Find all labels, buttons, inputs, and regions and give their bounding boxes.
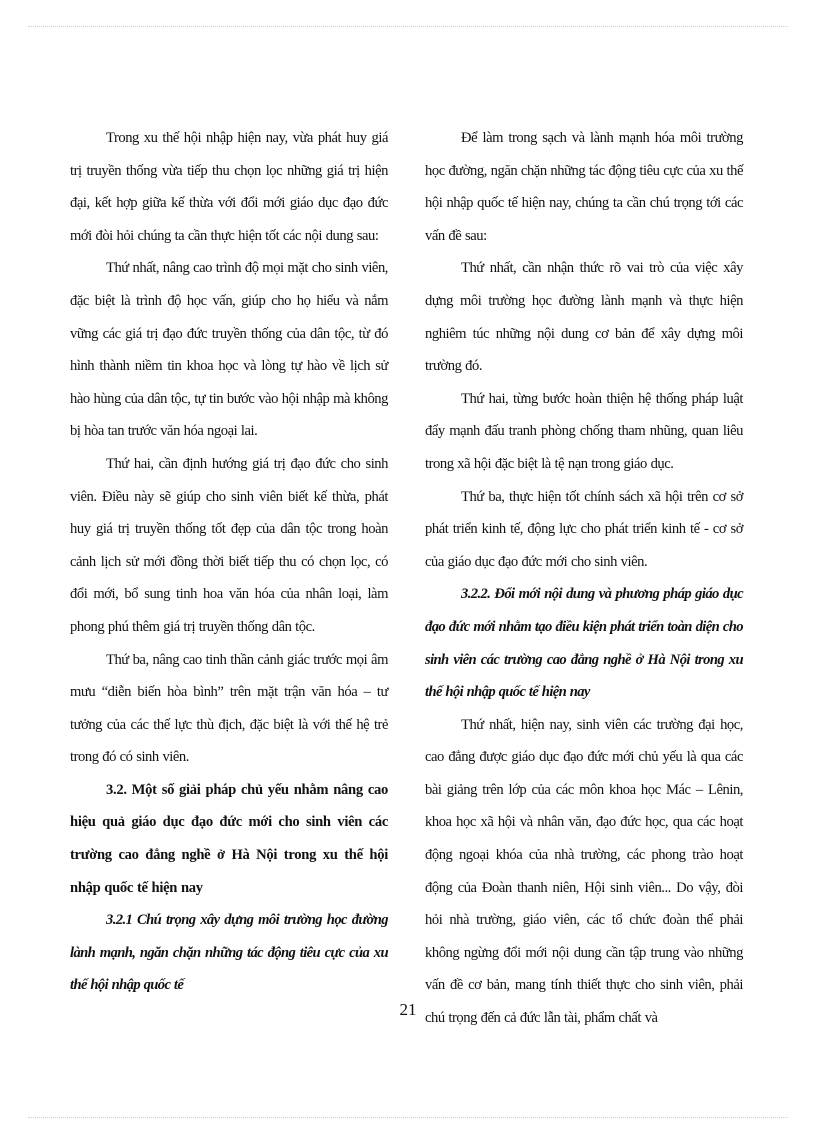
right-paragraph-3: Thứ hai, từng bước hoàn thiện hệ thống pháp luật đẩy mạnh đấu tranh phòng chống tham nhũng, quan liêu trong xã hội đặc biệt là tệ nạn trong giáo dục. (425, 390, 743, 472)
left-column (70, 122, 388, 1002)
page-number: 21 (399, 1000, 417, 1019)
right-paragraph-1: Để làm trong sạch và lành mạnh hóa môi trường học đường, ngăn chặn những tác động tiêu cực của xu thế hội nhập quốc tế hiện nay, chúng ta cần chú trọng tới các vấn đề sau: (425, 130, 743, 244)
section-heading-3-2: 3.2. Một số giải pháp chủ yếu nhằm nâng cao hiệu quả giáo dục đạo đức mới cho sinh viên các trường cao đẳng nghề ở Hà Nội trong xu thế hội nhập quốc tế hiện nay (70, 781, 388, 896)
right-paragraph-5: Thứ nhất, hiện nay, sinh viên các trường đại học, cao đẳng được giáo dục đạo đức mới chủ yếu là qua các bài giảng trên lớp của các môn khoa học Mác – Lênin, khoa học xã hội và nhân văn, đạo đức học, qua các hoạt động ngoại khóa của nhà trường, các phong trào hoạt động của Đoàn thanh niên, Hội sinh viên... Do vậy, đòi hỏi nhà trường, giáo viên, các tổ chức đoàn thể phải không ngừng đổi mới nội dung cần tập trung vào những vấn đề cơ bản, mang tính thiết thực cho sinh viên, phải chú trọng đến cả đức lẫn tài, phẩm chất và (425, 716, 743, 1027)
right-paragraph-2: Thứ nhất, cần nhận thức rõ vai trò của việc xây dựng môi trường học đường lành mạnh và thực hiện nghiêm túc những nội dung cơ bản để xây dựng môi trường đó. (425, 260, 743, 375)
left-paragraph-4: Thứ ba, nâng cao tinh thần cảnh giác trước mọi âm mưu “diễn biến hòa bình” trên mặt trận văn hóa – tư tưởng của các thế lực thù địch, đặc biệt là với thế hệ trẻ trong đó có sinh viên. (70, 651, 388, 766)
bottom-page-border (28, 1117, 788, 1118)
subsection-heading-3-2-1: 3.2.1 Chú trọng xây dựng môi trường học đường lành mạnh, ngăn chặn những tác động tiêu cực của xu thế hội nhập quốc tế (70, 912, 388, 994)
left-paragraph-1: Trong xu thế hội nhập hiện nay, vừa phát huy giá trị truyền thống vừa tiếp thu chọn lọc những giá trị hiện đại, kết hợp giữa kế thừa với đổi mới giáo dục đạo đức mới đòi hỏi chúng ta cần thực hiện tốt các nội dung sau: (70, 130, 388, 244)
left-paragraph-3: Thứ hai, cần định hướng giá trị đạo đức cho sinh viên. Điều này sẽ giúp cho sinh viên biết kế thừa, phát huy giá trị truyền thống tốt đẹp của dân tộc trong hoàn cảnh lịch sử mới đồng thời biết tiếp thu có chọn lọc, có đổi mới, bổ sung tinh hoa văn hóa của nhân loại, làm phong phú thêm giá trị truyền thống dân tộc. (70, 455, 388, 635)
right-paragraph-4: Thứ ba, thực hiện tốt chính sách xã hội trên cơ sở phát triển kinh tế, động lực cho phát triển kinh tế - cơ sở của giáo dục đạo đức mới cho sinh viên. (425, 488, 743, 570)
right-column (425, 122, 743, 1035)
subsection-heading-3-2-2: 3.2.2. Đổi mới nội dung và phương pháp giáo dục đạo đức mới nhằm tạo điều kiện phát triển toàn diện cho sinh viên các trường cao đẳng nghề ở Hà Nội trong xu thế hội nhập quốc tế hiện nay (425, 586, 743, 701)
top-page-border (28, 26, 788, 27)
left-paragraph-2: Thứ nhất, nâng cao trình độ mọi mặt cho sinh viên, đặc biệt là trình độ học vấn, giúp cho họ hiểu và nắm vững các giá trị đạo đức truyền thống của dân tộc, từ đó hình thành niềm tin khoa học và lòng tự hào về lịch sử hào hùng của dân tộc, tự tin bước vào hội nhập mà không bị hòa tan trước văn hóa ngoại lai. (70, 260, 388, 440)
